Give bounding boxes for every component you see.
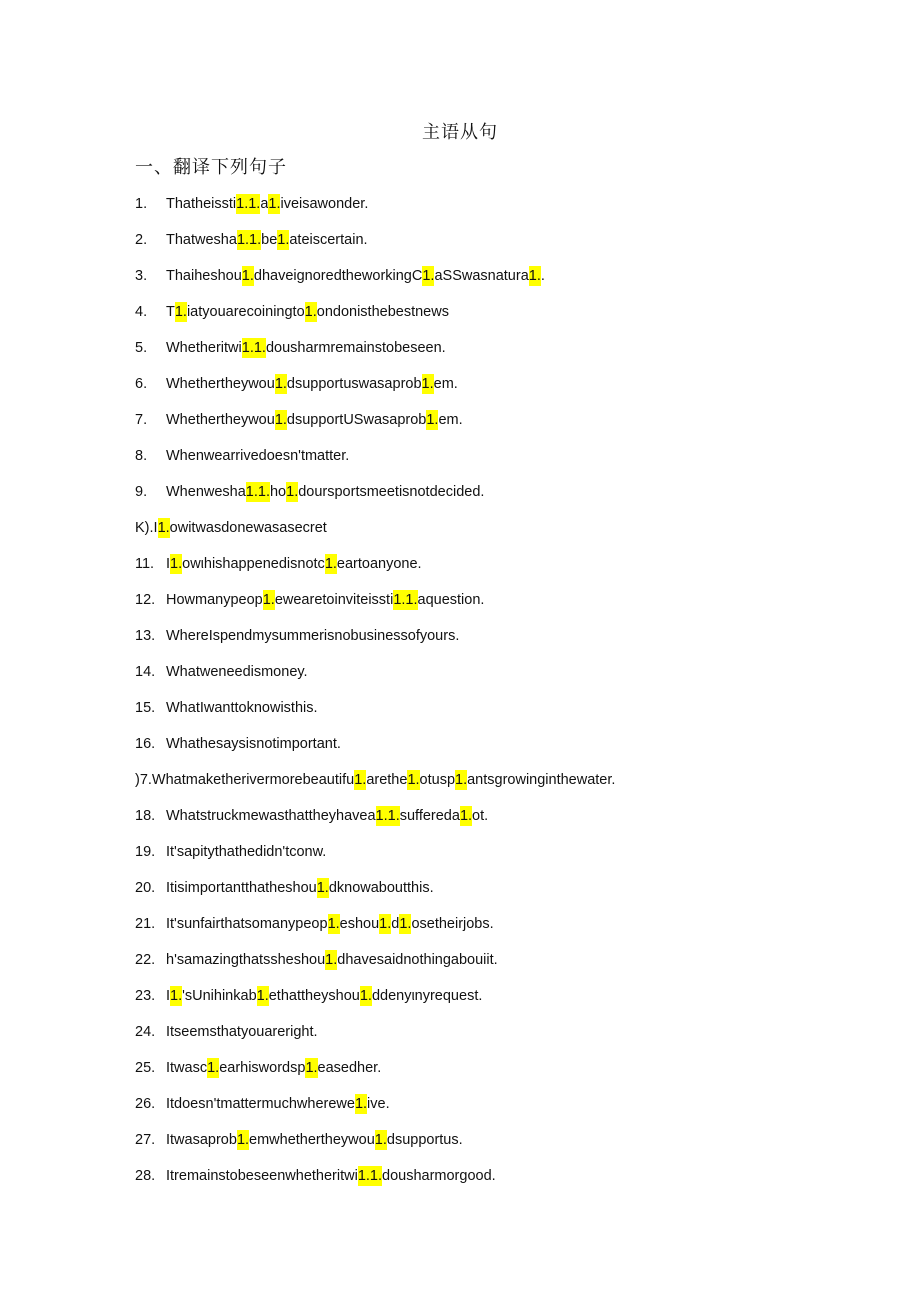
text-segment: It'sunfairthatsomanypeop bbox=[166, 916, 328, 932]
highlight-mark: 1. bbox=[399, 916, 412, 932]
item-number: 26. bbox=[135, 1096, 156, 1112]
highlight-mark: 1. bbox=[455, 772, 468, 788]
highlight-mark: 1. bbox=[256, 988, 269, 1004]
text-segment: em. bbox=[433, 376, 458, 392]
text-segment: aSSwasnatura bbox=[434, 268, 529, 284]
item-text bbox=[166, 264, 545, 288]
item-text bbox=[166, 480, 484, 504]
highlight-mark: 1.1. bbox=[236, 196, 261, 212]
text-segment: dousharmorgood. bbox=[382, 1168, 496, 1184]
highlight-mark: 1. bbox=[459, 808, 473, 824]
item-number: 2. bbox=[135, 232, 148, 248]
text-segment: osetheirjobs. bbox=[411, 916, 494, 932]
list-item bbox=[135, 624, 855, 660]
text-segment: dsupportUSwasaprob bbox=[286, 412, 427, 428]
highlight-mark: 1. bbox=[274, 376, 287, 392]
item-number: 11. bbox=[135, 556, 155, 572]
list-item bbox=[135, 948, 855, 984]
highlight-mark: 1. bbox=[170, 556, 183, 572]
text-segment: aquestion. bbox=[417, 592, 485, 608]
highlight-mark: 1. bbox=[277, 232, 290, 248]
list-item bbox=[135, 192, 855, 228]
item-number: 28. bbox=[135, 1168, 156, 1184]
item-text bbox=[166, 732, 341, 756]
text-segment: antsgrowinginthewater. bbox=[467, 772, 616, 788]
text-segment: dousharmremainstobeseen. bbox=[265, 340, 446, 356]
highlight-mark: 1.1. bbox=[375, 808, 400, 824]
text-segment: ethattheyshou bbox=[268, 988, 360, 1004]
text-segment: emwhethertheywou bbox=[249, 1132, 375, 1148]
item-text bbox=[166, 1056, 381, 1080]
text-segment: dhavesaidnothingabouiit. bbox=[337, 952, 498, 968]
item-number: 13. bbox=[135, 628, 156, 644]
text-segment: )7.Whatmaketherivermorebeautifu bbox=[135, 772, 355, 788]
text-segment: Itseemsthatyouareright. bbox=[166, 1024, 318, 1040]
highlight-mark: 1.1. bbox=[241, 340, 266, 356]
list-item bbox=[135, 660, 855, 696]
item-text bbox=[166, 552, 422, 576]
text-segment: doursportsmeetisnotdecided. bbox=[298, 484, 485, 500]
text-segment: Itwasc bbox=[166, 1060, 208, 1076]
list-item bbox=[135, 552, 855, 588]
highlight-mark: 1. bbox=[421, 376, 434, 392]
highlight-mark: 1.1. bbox=[245, 484, 270, 500]
text-segment: ho bbox=[269, 484, 287, 500]
highlight-mark: 1. bbox=[422, 268, 435, 284]
highlight-mark: 1.1. bbox=[236, 232, 262, 248]
item-text bbox=[166, 1020, 318, 1044]
list-item bbox=[135, 1128, 855, 1164]
item-text bbox=[166, 948, 498, 972]
document-title: 主语从句 bbox=[422, 122, 498, 142]
item-number: 12. bbox=[135, 592, 156, 608]
list-item bbox=[135, 228, 855, 264]
text-segment: ondonisthebestnews bbox=[316, 304, 449, 320]
item-text bbox=[166, 660, 308, 684]
text-segment: I bbox=[166, 556, 171, 572]
highlight-mark: 1. bbox=[207, 1060, 220, 1076]
text-segment: owιhishappenedisnotc bbox=[182, 556, 325, 572]
text-segment: be bbox=[261, 232, 278, 248]
highlight-mark: 1. bbox=[354, 1096, 368, 1112]
highlight-mark: 1. bbox=[379, 916, 392, 932]
text-segment: 'sUnihinkab bbox=[182, 988, 257, 1004]
item-number: 9. bbox=[135, 484, 148, 500]
item-text bbox=[166, 336, 446, 360]
item-number: 19. bbox=[135, 844, 156, 860]
item-text bbox=[135, 516, 327, 540]
list-item bbox=[135, 768, 855, 804]
list-item bbox=[135, 696, 855, 732]
text-segment: ive. bbox=[367, 1096, 390, 1112]
item-number: 1. bbox=[135, 196, 148, 212]
list-item bbox=[135, 336, 855, 372]
item-number: 25. bbox=[135, 1060, 156, 1076]
item-number: 5. bbox=[135, 340, 148, 356]
text-segment: Whatweneedismoney. bbox=[166, 664, 308, 680]
text-segment: It'sapitythathedidn'tconw. bbox=[166, 844, 327, 860]
item-text bbox=[166, 624, 459, 648]
text-segment: dsupportuswasaprob bbox=[286, 376, 422, 392]
item-text bbox=[166, 984, 482, 1008]
section-heading: 一、翻译下列句子 bbox=[135, 157, 287, 177]
item-text bbox=[166, 300, 449, 324]
item-text bbox=[166, 1128, 463, 1152]
text-segment: Thatwesha bbox=[166, 232, 237, 248]
text-segment: iatyouarecoiningto bbox=[186, 304, 305, 320]
item-text bbox=[166, 912, 494, 936]
highlight-mark: 1. bbox=[325, 952, 338, 968]
highlight-mark: 1. bbox=[274, 412, 287, 428]
item-text bbox=[166, 372, 458, 396]
text-segment: eshou bbox=[339, 916, 380, 932]
item-number: 22. bbox=[135, 952, 156, 968]
highlight-mark: 1. bbox=[305, 1060, 318, 1076]
list-item bbox=[135, 984, 855, 1020]
text-segment: Howmanypeop bbox=[166, 592, 263, 608]
text-segment: dsupportus. bbox=[386, 1132, 463, 1148]
text-segment: Itdoesn'tmattermuchwherewe bbox=[166, 1096, 355, 1112]
highlight-mark: 1. bbox=[157, 520, 170, 536]
highlight-mark: 1. bbox=[374, 1132, 387, 1148]
item-number: 20. bbox=[135, 880, 156, 896]
item-number: 18. bbox=[135, 808, 156, 824]
highlight-mark: 1. bbox=[359, 988, 372, 1004]
highlight-mark: 1. bbox=[327, 916, 340, 932]
item-text bbox=[166, 876, 434, 900]
text-segment: Thaiheshou bbox=[166, 268, 242, 284]
item-number: 14. bbox=[135, 664, 156, 680]
highlight-mark: 1. bbox=[324, 556, 337, 572]
text-segment: Whetheritwi bbox=[166, 340, 242, 356]
text-segment: Whethertheywou bbox=[166, 412, 275, 428]
item-text bbox=[166, 444, 349, 468]
text-segment: iveisawonder. bbox=[280, 196, 369, 212]
list-item bbox=[135, 444, 855, 480]
text-segment: owitwasdonewasasecret bbox=[169, 520, 327, 536]
item-number: 7. bbox=[135, 412, 148, 428]
text-segment: ot. bbox=[472, 808, 489, 824]
sentence-list bbox=[135, 192, 855, 1200]
text-segment: Thatheissti bbox=[166, 196, 237, 212]
highlight-mark: 1. bbox=[426, 412, 439, 428]
text-segment: eartoanyone. bbox=[336, 556, 422, 572]
text-segment: dhaveignoredtheworkingC bbox=[253, 268, 423, 284]
text-segment: otusp bbox=[419, 772, 456, 788]
item-text bbox=[166, 840, 326, 864]
list-item bbox=[135, 912, 855, 948]
list-item bbox=[135, 840, 855, 876]
list-item bbox=[135, 1164, 855, 1200]
list-item bbox=[135, 300, 855, 336]
item-text bbox=[135, 768, 615, 792]
highlight-mark: 1. bbox=[170, 988, 183, 1004]
text-segment: a bbox=[260, 196, 269, 212]
list-item bbox=[135, 588, 855, 624]
highlight-mark: 1. bbox=[528, 268, 541, 284]
highlight-mark: 1. bbox=[236, 1132, 250, 1148]
text-segment: K).I bbox=[135, 520, 158, 536]
text-segment: WhereIspendmysummerisnobusinessofyours. bbox=[166, 628, 460, 644]
text-segment: ddenyιnyrequest. bbox=[371, 988, 483, 1004]
list-item bbox=[135, 372, 855, 408]
item-number: 23. bbox=[135, 988, 156, 1004]
highlight-mark: 1. bbox=[316, 880, 329, 896]
text-segment: Whathesaysisnotimportant. bbox=[166, 736, 341, 752]
highlight-mark: 1. bbox=[262, 592, 275, 608]
text-segment: ateiscertain. bbox=[289, 232, 368, 248]
text-segment: T bbox=[166, 304, 175, 320]
item-number: 27. bbox=[135, 1132, 156, 1148]
item-number: 6. bbox=[135, 376, 148, 392]
text-segment: arethe bbox=[366, 772, 408, 788]
item-text bbox=[166, 1092, 390, 1116]
text-segment: Itremainstobeseenwhetheritwi bbox=[166, 1168, 358, 1184]
item-number: 8. bbox=[135, 448, 148, 464]
highlight-mark: 1.1. bbox=[393, 592, 418, 608]
text-segment: Whenwesha bbox=[166, 484, 246, 500]
item-text bbox=[166, 192, 368, 216]
item-number: 16. bbox=[135, 736, 156, 752]
highlight-mark: 1. bbox=[304, 304, 317, 320]
highlight-mark: 1. bbox=[241, 268, 254, 284]
list-item bbox=[135, 732, 855, 768]
item-text bbox=[166, 1164, 496, 1188]
text-segment: Itwasaprob bbox=[166, 1132, 237, 1148]
highlight-mark: 1. bbox=[174, 304, 187, 320]
list-item bbox=[135, 1056, 855, 1092]
text-segment: Itisimportantthatheshou bbox=[166, 880, 317, 896]
text-segment: WhatIwanttoknowisthis. bbox=[166, 700, 318, 716]
list-item bbox=[135, 1092, 855, 1128]
list-item bbox=[135, 408, 855, 444]
list-item bbox=[135, 876, 855, 912]
item-number: 21. bbox=[135, 916, 156, 932]
text-segment: earhiswordsp bbox=[219, 1060, 306, 1076]
highlight-mark: 1. bbox=[286, 484, 299, 500]
item-number: 3. bbox=[135, 268, 148, 284]
highlight-mark: 1. bbox=[407, 772, 420, 788]
list-item bbox=[135, 804, 855, 840]
item-number: 4. bbox=[135, 304, 148, 320]
text-segment: I bbox=[166, 988, 171, 1004]
text-segment: dknowaboutthis. bbox=[328, 880, 434, 896]
text-segment: . bbox=[540, 268, 545, 284]
item-number: 24. bbox=[135, 1024, 156, 1040]
item-number: 15. bbox=[135, 700, 156, 716]
item-text bbox=[166, 408, 463, 432]
text-segment: Whethertheywou bbox=[166, 376, 275, 392]
text-segment: easedher. bbox=[317, 1060, 382, 1076]
text-segment: Whatstruckmewasthattheyhavea bbox=[166, 808, 376, 824]
highlight-mark: 1. bbox=[268, 196, 281, 212]
text-segment: h'samazingthatssheshou bbox=[166, 952, 326, 968]
text-segment: d bbox=[391, 916, 400, 932]
text-segment: suffereda bbox=[399, 808, 460, 824]
text-segment: Whenwearrivedoesn'tmatter. bbox=[166, 448, 350, 464]
text-segment: ewearetoinviteissti bbox=[274, 592, 394, 608]
item-text bbox=[166, 804, 488, 828]
list-item bbox=[135, 1020, 855, 1056]
list-item bbox=[135, 480, 855, 516]
highlight-mark: 1.1. bbox=[357, 1168, 383, 1184]
highlight-mark: 1. bbox=[354, 772, 367, 788]
item-text bbox=[166, 696, 318, 720]
text-segment: em. bbox=[438, 412, 463, 428]
item-text bbox=[166, 228, 368, 252]
item-text bbox=[166, 588, 484, 612]
list-item bbox=[135, 264, 855, 300]
list-item bbox=[135, 516, 855, 552]
